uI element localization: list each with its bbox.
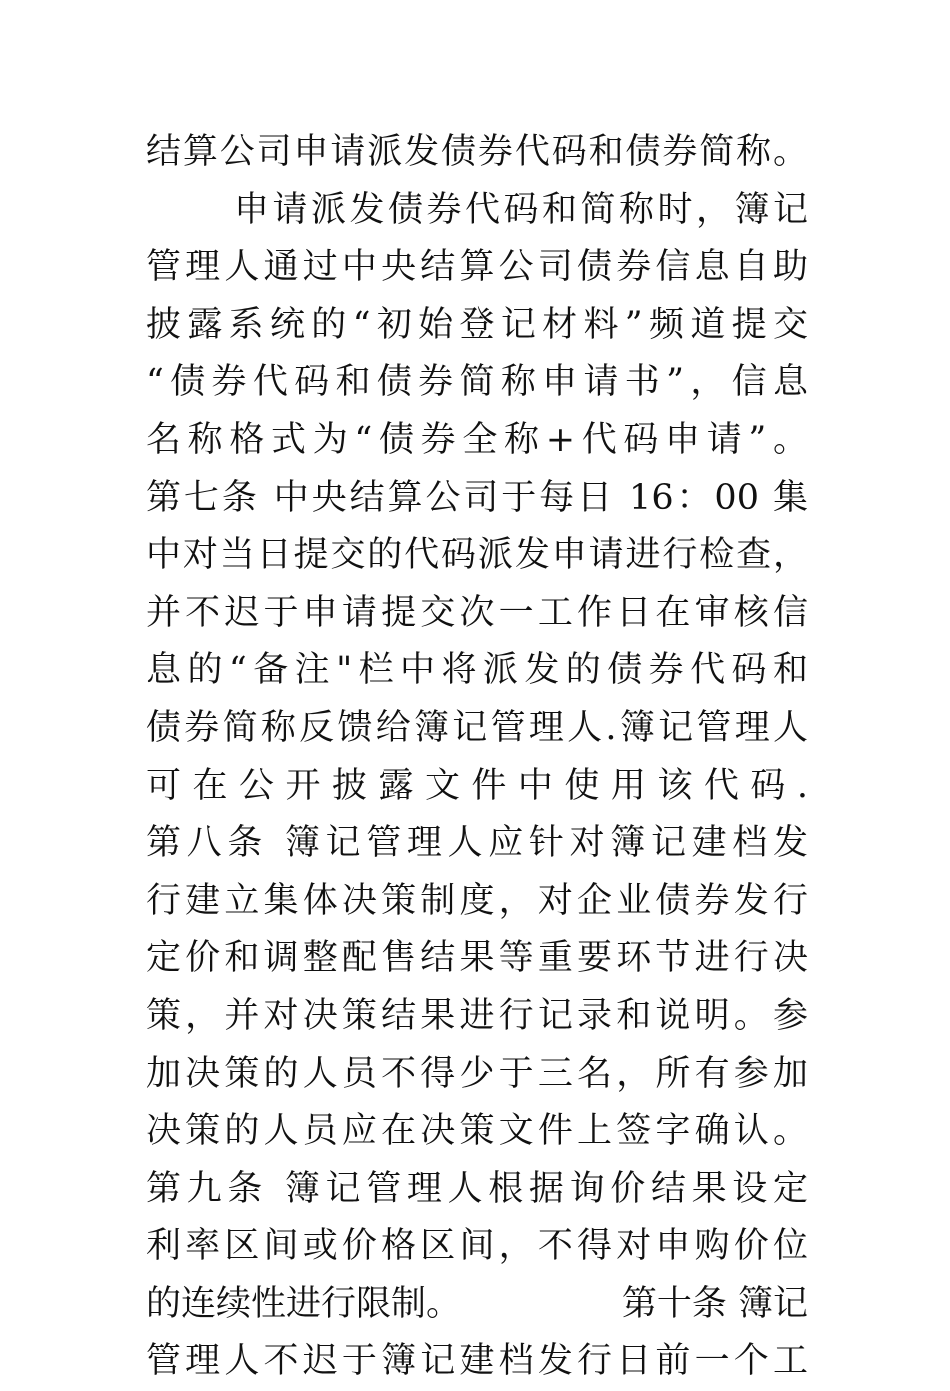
text-line: 名称格式为“债券全称+代码申请”。 [146, 419, 808, 460]
text-line-split [146, 1276, 808, 1334]
text-line: 结算公司申请派发债券代码和债券简称。 [146, 132, 808, 172]
split-line-left: 的连续性进行限制。 [146, 1283, 462, 1324]
text-line: 第八条 簿记管理人应针对簿记建档发 [146, 823, 808, 864]
text-line: 中对当日提交的代码派发申请进行检查， [146, 535, 808, 576]
text-line: 息的“备注"栏中将派发的债券代码和 [146, 650, 808, 691]
split-line-right: 第十条 簿记 [621, 1283, 808, 1324]
text-line: 加决策的人员不得少于三名，所有参加 [146, 1053, 808, 1094]
text-line: 披露系统的“初始登记材料”频道提交 [146, 304, 808, 345]
text-line: 第七条 中央结算公司于每日 16：00 集 [146, 477, 808, 518]
text-line: 管理人不迟于簿记建档发行日前一个工 [146, 1341, 808, 1382]
text-line: 策，并对决策结果进行记录和说明。参 [146, 995, 808, 1036]
text-line: 行建立集体决策制度，对企业债券发行 [146, 880, 808, 921]
text-line: 并不迟于申请提交次一工作日在审核信 [146, 592, 808, 633]
text-line: 申请派发债券代码和简称时，簿记 [234, 189, 808, 230]
text-line: “债券代码和债券简称申请书”，信息 [146, 362, 808, 403]
document-body [146, 124, 808, 1391]
text-line: 可在公开披露文件中使用该代码. [146, 765, 808, 806]
text-line: 债券简称反馈给簿记管理人.簿记管理人 [146, 707, 808, 748]
text-line: 定价和调整配售结果等重要环节进行决 [146, 938, 808, 979]
text-line: 管理人通过中央结算公司债券信息自助 [146, 247, 808, 288]
text-line: 第九条 簿记管理人根据询价结果设定 [146, 1168, 808, 1209]
text-line: 利率区间或价格区间，不得对申购价位 [146, 1226, 808, 1267]
text-line: 决策的人员应在决策文件上签字确认。 [146, 1111, 808, 1152]
